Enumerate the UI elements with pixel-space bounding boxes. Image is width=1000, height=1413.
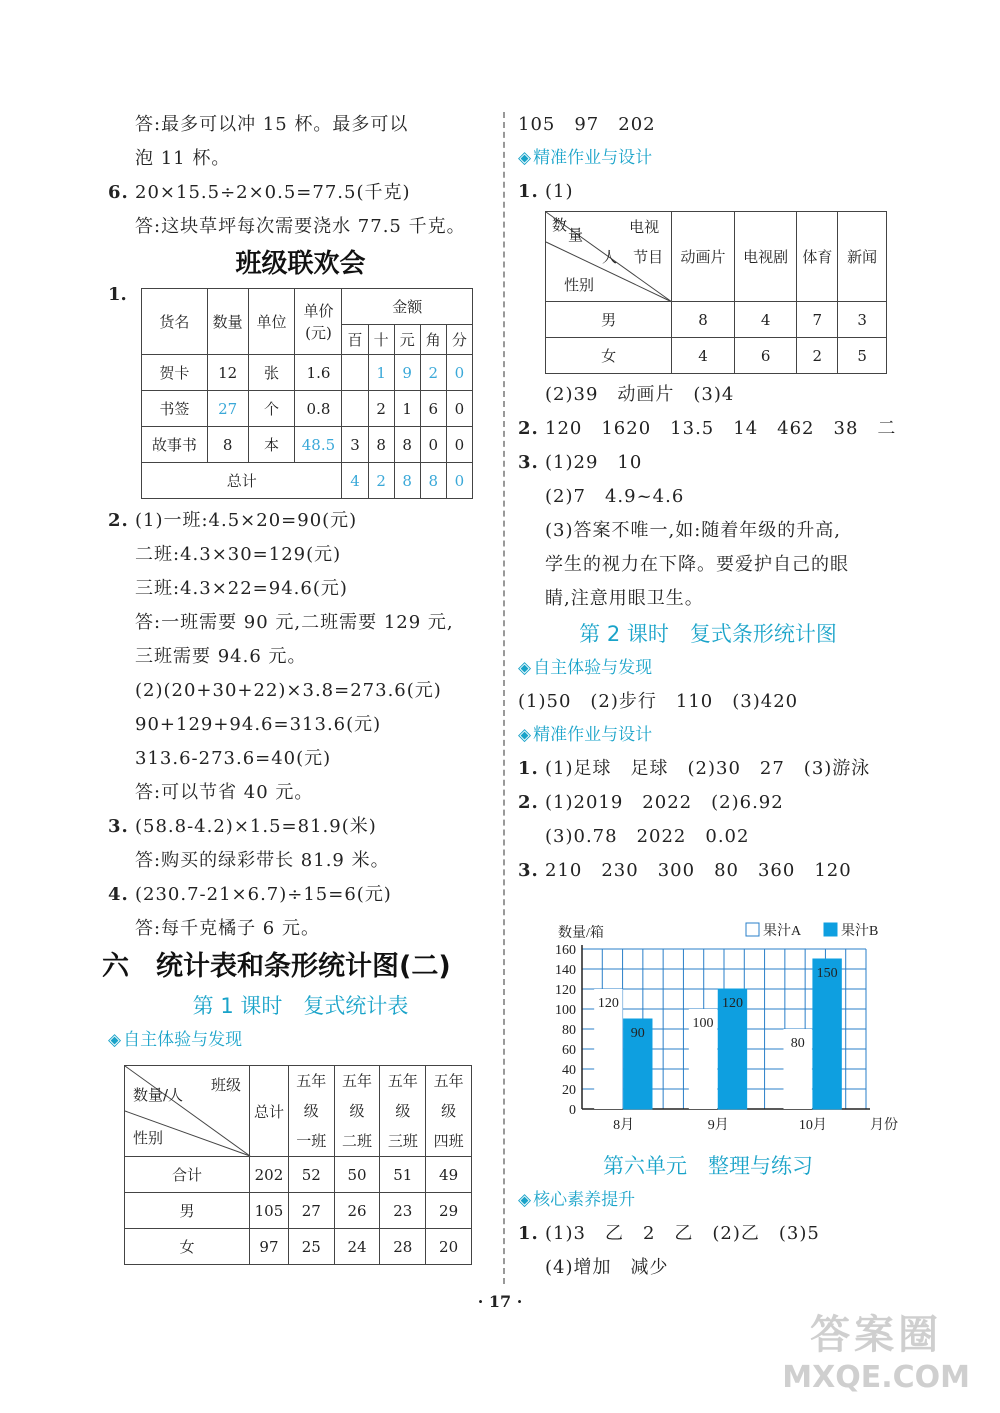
answer-text: (1)一班:4.5×20=90(元): [135, 510, 358, 531]
cell: 0: [446, 391, 472, 427]
cell: 0: [446, 427, 472, 463]
question-1: [518, 752, 898, 786]
cell: 1: [394, 391, 420, 427]
legend-label: 果汁B: [841, 924, 879, 939]
cell: 0.8: [295, 391, 342, 427]
equation: (58.8-4.2)×1.5=81.9(米): [135, 816, 377, 837]
question-number: 1.: [108, 284, 127, 305]
cell: 6: [734, 338, 797, 374]
question-number: 3.: [518, 860, 539, 881]
answer-line: (2)39 动画片 (3)4: [545, 384, 735, 405]
y-tick-label: 0: [569, 1103, 576, 1118]
cell: 25: [288, 1229, 334, 1265]
cell: 个: [248, 391, 295, 427]
lesson-title: 第 2 课时 复式条形统计图: [579, 622, 837, 646]
cell: 27: [207, 391, 248, 427]
cell: 50: [334, 1157, 380, 1193]
header-cell: [380, 1066, 426, 1157]
answer-line: 三班:4.3×22=94.6(元): [135, 578, 348, 599]
diamond-icon: ◈: [518, 658, 532, 678]
answer-text: 210 230 300 80 360 120: [545, 860, 852, 881]
question-number: 1.: [518, 1223, 539, 1244]
cell: 202: [250, 1157, 289, 1193]
header-cell: 电视剧: [734, 212, 797, 302]
table-row: [142, 355, 473, 391]
header-cell: 货名: [142, 289, 208, 355]
cell: 6: [420, 391, 446, 427]
section-title: 班级联欢会: [235, 249, 366, 279]
cell: 2: [797, 338, 838, 374]
answer-line: 答:可以节省 40 元。: [135, 782, 314, 803]
unit-title: 第六单元 整理与练习: [603, 1154, 813, 1178]
answer-line: 学生的视力在下降。要爱护自己的眼: [545, 554, 849, 575]
answer-text: (1): [545, 181, 574, 202]
cell: 12: [207, 355, 248, 391]
class-table: [124, 1065, 472, 1265]
question-number: 2.: [518, 418, 539, 439]
cell: 1: [368, 355, 394, 391]
question-2: [108, 504, 493, 538]
bar-chart: [520, 915, 898, 1140]
table-row: [125, 1157, 472, 1193]
equation: 20×15.5÷2×0.5=77.5(千克): [135, 182, 411, 203]
x-tick-label: 9月: [707, 1118, 729, 1133]
cell: 4: [734, 302, 797, 338]
section-heading: [518, 1184, 898, 1217]
y-tick-label: 80: [562, 1023, 576, 1038]
section-heading: [108, 1024, 493, 1057]
header-text: (元): [305, 323, 332, 342]
table-row: [142, 391, 473, 427]
question-number: 4.: [108, 884, 129, 905]
bar: [813, 959, 841, 1109]
data-label: 150: [816, 966, 838, 981]
header-text: 级: [441, 1102, 457, 1120]
diagonal-header-cell: [546, 212, 672, 302]
cell: 总计: [142, 463, 342, 499]
header-text: 五年: [342, 1072, 373, 1090]
cell: [342, 391, 368, 427]
diagonal-label: 数: [552, 216, 568, 234]
cell: 51: [380, 1157, 426, 1193]
cell: 0: [446, 463, 472, 499]
header-cell: 新闻: [838, 212, 887, 302]
answer-line: (3)答案不唯一,如:随着年级的升高,: [545, 520, 842, 541]
column-divider: [503, 112, 505, 1284]
diamond-icon: ◈: [108, 1030, 122, 1050]
legend-label: 果汁A: [763, 924, 802, 939]
cell: 男: [125, 1193, 250, 1229]
cell: 贺卡: [142, 355, 208, 391]
answer-text: (1)足球 足球 (2)30 27 (3)游泳: [545, 758, 871, 779]
question-number: 1.: [518, 758, 539, 779]
cell: 7: [797, 302, 838, 338]
header-cell: [288, 1066, 334, 1157]
answer-line: (4)增加 减少: [545, 1257, 669, 1278]
answer-line: 泡 11 杯。: [135, 148, 231, 169]
header-cell: 动画片: [672, 212, 735, 302]
answer-text: 120 1620 13.5 14 462 38 二: [545, 418, 897, 439]
table-row: [125, 1193, 472, 1229]
diamond-icon: ◈: [518, 1190, 532, 1210]
answer-line: 105 97 202: [518, 114, 656, 135]
watermark: [782, 1303, 970, 1395]
diagonal-label: 电视: [629, 218, 660, 236]
cell: 3: [342, 427, 368, 463]
question-number: 3.: [108, 816, 129, 837]
y-tick-label: 100: [555, 1003, 576, 1018]
digit-header: 分: [446, 325, 472, 355]
header-text: 一班: [296, 1132, 327, 1150]
cell: 书签: [142, 391, 208, 427]
cell: 张: [248, 355, 295, 391]
table-row: [546, 302, 887, 338]
question-1: [518, 1217, 898, 1251]
header-text: 五年: [387, 1072, 418, 1090]
question-number: 3.: [518, 452, 539, 473]
y-tick-label: 120: [555, 983, 576, 998]
y-tick-label: 20: [562, 1083, 576, 1098]
cell: 合计: [125, 1157, 250, 1193]
header-cell: [426, 1066, 472, 1157]
question-number: 2.: [108, 510, 129, 531]
table-row: [546, 338, 887, 374]
y-tick-label: 140: [555, 963, 576, 978]
cell: 0: [446, 355, 472, 391]
cell: 52: [288, 1157, 334, 1193]
question-6: [108, 176, 493, 210]
section-heading-text: 精准作业与设计: [533, 725, 653, 745]
data-label: 100: [692, 1016, 714, 1031]
question-3: [518, 854, 898, 888]
cell: 8: [207, 427, 248, 463]
table-row: [142, 463, 473, 499]
cell: 29: [426, 1193, 472, 1229]
answer-line: 313.6-273.6=40(元): [135, 748, 332, 769]
digit-header: 角: [420, 325, 446, 355]
diagonal-label: 量: [568, 226, 584, 244]
diagonal-label: 性别: [564, 276, 595, 294]
digit-header: 百: [342, 325, 368, 355]
watermark-text: 答案圈: [810, 1312, 943, 1358]
question-4: [108, 878, 493, 912]
section-heading: [518, 142, 898, 175]
diagonal-label: 性别: [133, 1129, 164, 1147]
table-row: [125, 1229, 472, 1265]
cell: 3: [838, 302, 887, 338]
cell: 9: [394, 355, 420, 391]
diagonal-label: 节目: [633, 248, 664, 266]
cell: 8: [672, 302, 735, 338]
digit-header: 元: [394, 325, 420, 355]
question-3: [518, 446, 898, 480]
header-text: 五年: [296, 1072, 327, 1090]
header-text: 二班: [342, 1132, 373, 1150]
answer-line: 答:购买的绿彩带长 81.9 米。: [135, 850, 390, 871]
x-axis-label: 月份: [870, 1118, 898, 1133]
cell: 23: [380, 1193, 426, 1229]
y-tick-label: 60: [562, 1043, 576, 1058]
chapter-title: 六 统计表和条形统计图(二): [102, 951, 451, 982]
section-heading-text: 核心素养提升: [533, 1190, 636, 1210]
header-cell: [334, 1066, 380, 1157]
cell: 28: [380, 1229, 426, 1265]
header-text: 四班: [433, 1132, 464, 1150]
question-number: 1.: [518, 181, 539, 202]
header-cell: 单位: [248, 289, 295, 355]
right-column: [518, 108, 898, 888]
cell: 8: [394, 463, 420, 499]
cell: 4: [672, 338, 735, 374]
answer-line: (3)0.78 2022 0.02: [545, 826, 750, 847]
cell: 1.6: [295, 355, 342, 391]
section-heading-text: 自主体验与发现: [533, 658, 653, 678]
cell: 24: [334, 1229, 380, 1265]
cell: [342, 355, 368, 391]
cell: 女: [125, 1229, 250, 1265]
right-column-bottom: [518, 1148, 898, 1285]
legend-swatch: [824, 923, 837, 936]
diagonal-label: 班级: [210, 1076, 241, 1094]
x-tick-label: 8月: [613, 1118, 635, 1133]
data-label: 120: [597, 996, 619, 1011]
answer-line: 答:这块草坪每次需要浇水 77.5 千克。: [135, 216, 466, 237]
answer-line: 答:每千克橘子 6 元。: [135, 918, 320, 939]
cell: 105: [250, 1193, 289, 1229]
question-2: [518, 786, 898, 820]
answer-line: 二班:4.3×30=129(元): [135, 544, 342, 565]
answer-line: 90+129+94.6=313.6(元): [135, 714, 382, 735]
diamond-icon: ◈: [518, 148, 532, 168]
cell: 4: [342, 463, 368, 499]
y-tick-label: 40: [562, 1063, 576, 1078]
watermark-url: MXQE.COM: [782, 1360, 970, 1395]
y-axis-label: 数量/箱: [558, 926, 604, 941]
header-text: 级: [395, 1102, 411, 1120]
header-cell: [295, 289, 342, 355]
cell: 5: [838, 338, 887, 374]
section-heading: [518, 652, 898, 685]
answer-line: 三班需要 94.6 元。: [135, 646, 307, 667]
lesson-title: 第 1 课时 复式统计表: [192, 994, 409, 1018]
cell: 女: [546, 338, 672, 374]
table-row: [142, 427, 473, 463]
question-3: [108, 810, 493, 844]
question-number: 2.: [518, 792, 539, 813]
cell: 8: [394, 427, 420, 463]
header-cell: 体育: [797, 212, 838, 302]
question-2: [518, 412, 898, 446]
diamond-icon: ◈: [518, 725, 532, 745]
header-cell: 金额: [342, 289, 473, 325]
goods-table: [141, 288, 473, 499]
answer-line: 答:最多可以冲 15 杯。最多可以: [135, 114, 409, 135]
cell: 男: [546, 302, 672, 338]
cell: 故事书: [142, 427, 208, 463]
cell: 26: [334, 1193, 380, 1229]
diagonal-label: 人: [602, 248, 618, 266]
cell: 27: [288, 1193, 334, 1229]
data-label: 120: [721, 996, 743, 1011]
cell: 2: [368, 463, 394, 499]
question-1: [518, 175, 898, 209]
header-text: 单价: [303, 301, 334, 320]
left-column: [102, 108, 493, 1265]
question-1-block: [108, 284, 493, 504]
cell: 48.5: [295, 427, 342, 463]
answer-line: (2)7 4.9~4.6: [545, 486, 685, 507]
tv-table: [545, 211, 887, 374]
diagonal-label: 数量/人: [133, 1086, 184, 1104]
answer-line: 答:一班需要 90 元,二班需要 129 元,: [135, 612, 454, 633]
header-cell: 总计: [250, 1066, 289, 1157]
section-heading: [518, 719, 898, 752]
header-text: 级: [303, 1102, 319, 1120]
x-tick-label: 10月: [798, 1118, 827, 1133]
cell: 49: [426, 1157, 472, 1193]
cell: 2: [420, 355, 446, 391]
cell: 8: [368, 427, 394, 463]
answer-text: (1)2019 2022 (2)6.92: [545, 792, 784, 813]
cell: 本: [248, 427, 295, 463]
cell: 0: [420, 427, 446, 463]
page-number: · 17 ·: [477, 1292, 523, 1311]
answer-line: (1)50 (2)步行 110 (3)420: [518, 691, 799, 712]
answer-text: (1)29 10: [545, 452, 643, 473]
cell: 20: [426, 1229, 472, 1265]
cell: 2: [368, 391, 394, 427]
answer-line: 睛,注意用眼卫生。: [545, 588, 704, 609]
question-number: 6.: [108, 182, 129, 203]
answer-line: (2)(20+30+22)×3.8=273.6(元): [135, 680, 442, 701]
header-text: 三班: [387, 1132, 418, 1150]
cell: 8: [420, 463, 446, 499]
legend-swatch: [746, 923, 759, 936]
section-heading-text: 精准作业与设计: [533, 148, 653, 168]
y-tick-label: 160: [555, 943, 576, 958]
equation: (230.7-21×6.7)÷15=6(元): [135, 884, 392, 905]
header-text: 级: [349, 1102, 365, 1120]
answer-text: (1)3 乙 2 乙 (2)乙 (3)5: [545, 1223, 820, 1244]
cell: 97: [250, 1229, 289, 1265]
header-cell: 数量: [207, 289, 248, 355]
header-text: 五年: [433, 1072, 464, 1090]
data-label: 90: [630, 1026, 645, 1041]
section-heading-text: 自主体验与发现: [123, 1030, 243, 1050]
diagonal-header-cell: [125, 1066, 250, 1157]
data-label: 80: [790, 1036, 805, 1051]
digit-header: 十: [368, 325, 394, 355]
